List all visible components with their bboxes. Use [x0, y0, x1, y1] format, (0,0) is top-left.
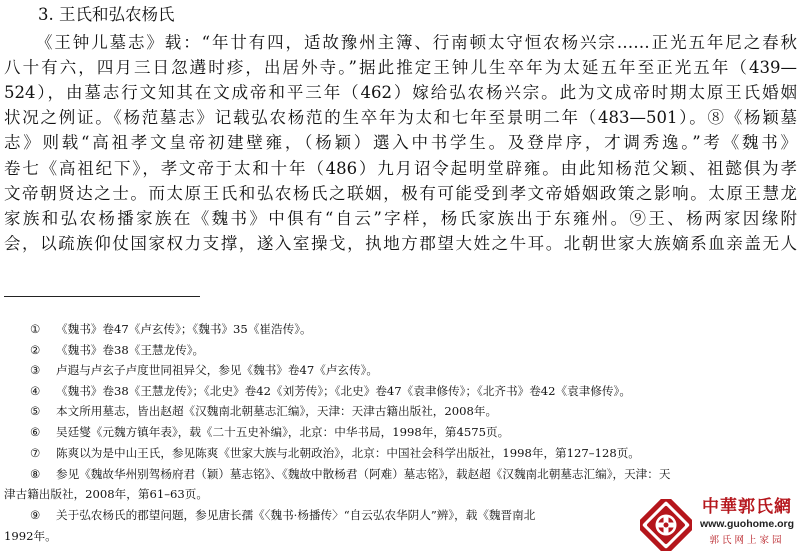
footnote-text: 关于弘农杨氏的郡望问题，参见唐长孺《〈魏书·杨播传〉“自云弘农华阴人”辨》，载《魏晋南北 [56, 508, 536, 522]
footnote-number: ③ [30, 363, 41, 377]
body-line-7: 文帝朝贤达之士。而太原王氏和弘农杨氏之联姻，极有可能受到孝文帝婚姻政策之影响。太原王慧龙 [4, 184, 797, 203]
guo-emblem-icon [640, 499, 692, 551]
footnote-2 [30, 342, 204, 358]
footnote-text: 《魏书》卷47《卢玄传》；《魏书》35《崔浩传》。 [56, 322, 312, 336]
footnote-text: 吴廷燮《元魏方镇年表》，载《二十五史补编》，北京：中华书局，1998年，第4575页。 [56, 425, 510, 439]
footnote-number: ④ [30, 384, 41, 398]
body-line-5: 志》则载“高祖孝文皇帝初建壁雍，（杨颖）選入中书学生。及登岸序，才调秀逸。”考《魏书》 [4, 133, 797, 152]
footnote-text: 参见《魏故华州别驾杨府君（颖）墓志铭》、《魏故中散杨君（阿难）墓志铭》，载赵超《汉魏南北朝墓志汇编》，天津：天 [56, 467, 671, 481]
footnote-6 [30, 424, 509, 440]
footnote-5 [30, 403, 497, 419]
footnote-9 [30, 507, 535, 523]
body-line-1: 《王钟儿墓志》载：“年廿有四，适故豫州主簿、行南顿太守恒农杨兴宗……正光五年尼之春秋 [36, 33, 797, 52]
logo-url: www.guohome.org [699, 518, 795, 530]
footnote-8 [30, 466, 670, 482]
body-line-8: 家族和弘农杨播家族在《魏书》中俱有“自云”字样，杨氏家族出于东雍州。⑨王、杨两家因缘附 [4, 209, 797, 228]
footnote-number: ⑦ [30, 446, 41, 460]
footnote-number: ⑧ [30, 467, 41, 481]
footnote-4 [30, 383, 631, 399]
body-line-6: 卷七《高祖纪下》，孝文帝于太和十年（486）九月诏令起明堂辟雍。由此知杨范父颖、祖懿俱为孝 [4, 159, 797, 178]
footnote-9-continuation: 1992年。 [4, 529, 57, 543]
footnote-number: ② [30, 343, 41, 357]
logo-title: 中華郭氏網 [702, 497, 792, 517]
body-line-2: 八十有六，四月三日忽遘时疹，出居外寺。”据此推定王钟儿生卒年为太延五年至正光五年（439— [4, 58, 797, 77]
footnote-number: ⑥ [30, 425, 41, 439]
body-line-3: 524），由墓志行文知其在文成帝和平三年（462）嫁给弘农杨兴宗。此为文成帝时期太原王氏婚姻 [4, 83, 797, 102]
site-watermark-logo [640, 497, 798, 553]
logo-tagline: 郭氏网上家园 [709, 535, 785, 546]
footnote-number: ⑤ [30, 404, 41, 418]
footnote-7 [30, 445, 640, 461]
footnote-number: ① [30, 322, 41, 336]
footnote-text: 本文所用墓志，皆出赵超《汉魏南北朝墓志汇编》，天津：天津古籍出版社，2008年。 [56, 404, 498, 418]
footnote-1 [30, 321, 312, 337]
footnote-text: 陈爽以为是中山王氏，参见陈爽《世家大族与北朝政治》，北京：中国社会科学出版社，1998年，第127–128页。 [56, 446, 640, 460]
footnote-text: 卢遐与卢玄子卢度世同祖异父，参见《魏书》卷47《卢玄传》。 [56, 363, 378, 377]
body-line-4: 状况之例证。《杨范墓志》记载弘农杨范的生卒年为太和七年至景明二年（483—501）。⑧《杨颖墓 [4, 108, 797, 127]
footnote-3 [30, 362, 378, 378]
footnote-number: ⑨ [30, 508, 41, 522]
footnote-text: 《魏书》卷38《王慧龙传》。 [56, 343, 205, 357]
footnote-divider [4, 296, 200, 297]
body-line-9: 会，以疏族仰仗国家权力支撑，遂入室操戈，执地方郡望大姓之牛耳。北朝世家大族嫡系血亲盖无人 [4, 234, 797, 253]
article-heading: 3. 王氏和弘农杨氏 [38, 5, 175, 24]
footnote-text: 《魏书》卷38《王慧龙传》；《北史》卷42《刘芳传》；《北史》卷47《袁聿修传》；《北齐书》卷42《袁聿修传》。 [56, 384, 631, 398]
footnote-8-continuation: 津古籍出版社，2008年，第61–63页。 [4, 487, 208, 501]
